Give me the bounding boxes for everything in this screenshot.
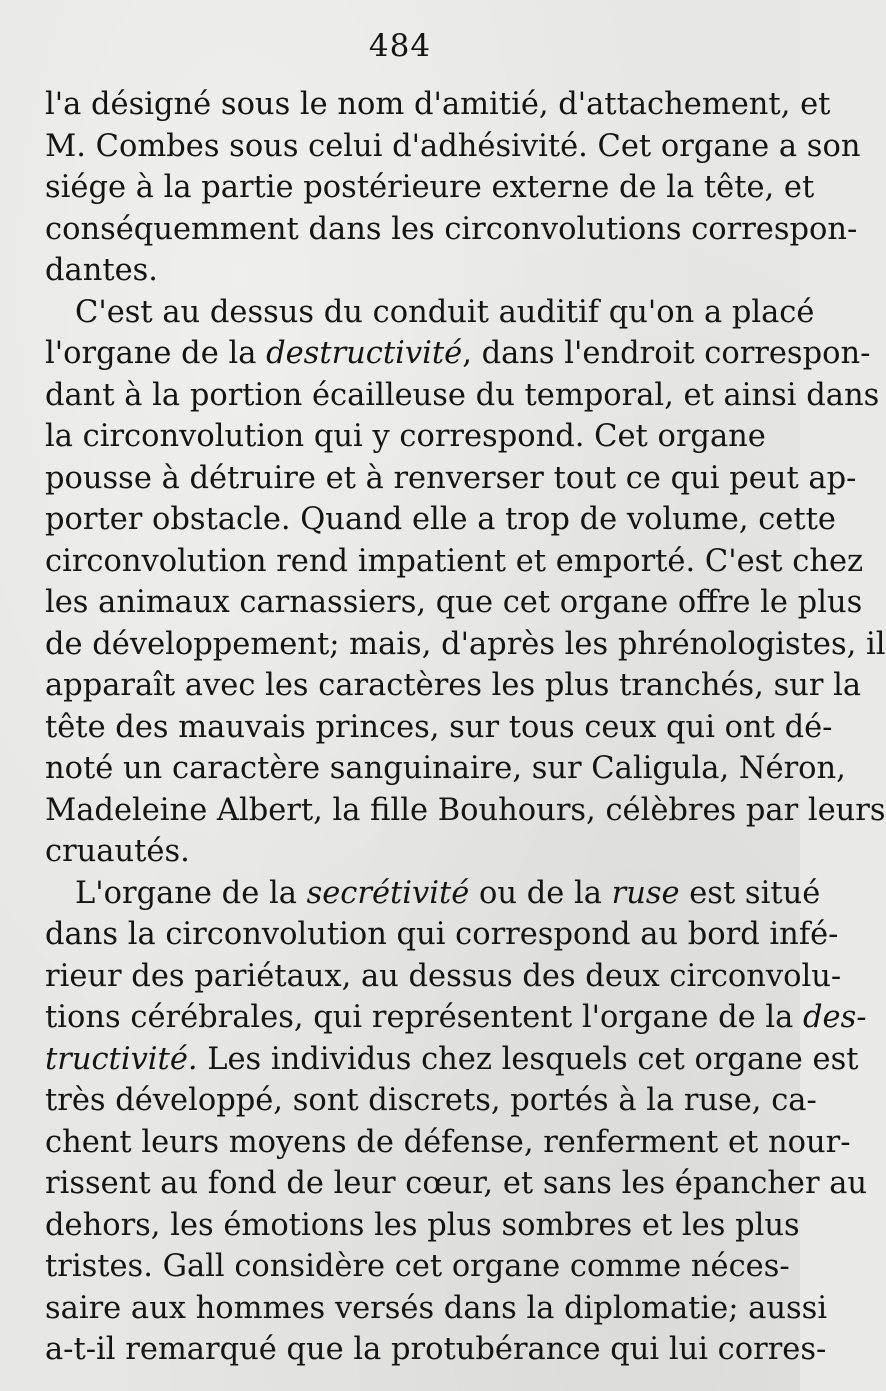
text-line: apparaît avec les caractères les plus tranchés, sur la bbox=[45, 668, 862, 703]
body-text bbox=[45, 84, 886, 1371]
text-line: dant à la portion écailleuse du temporal, et ainsi dans bbox=[45, 377, 880, 413]
text-line: tions cérébrales, qui représentent l'organe de la des- bbox=[45, 1000, 867, 1035]
text-line: porter obstacle. Quand elle a trop de volume, cette bbox=[45, 502, 836, 537]
text-line: cruautés. bbox=[45, 834, 190, 869]
text-line: C'est au dessus du conduit auditif qu'on a placé bbox=[75, 294, 815, 330]
text-line: de développement; mais, d'après les phrénologistes, il bbox=[45, 626, 886, 662]
text-line: dans la circonvolution qui correspond au bord infé- bbox=[45, 917, 839, 952]
paragraph bbox=[45, 84, 861, 292]
text-line: noté un caractère sanguinaire, sur Caligula, Néron, bbox=[45, 751, 846, 786]
text-line: rissent au fond de leur cœur, et sans les épancher au bbox=[45, 1166, 868, 1201]
text-line: l'a désigné sous le nom d'amitié, d'attachement, et bbox=[45, 87, 831, 122]
text-line: chent leurs moyens de défense, renferment et nour- bbox=[45, 1124, 851, 1160]
text-line: siége à la partie postérieure externe de la tête, et bbox=[45, 170, 815, 205]
text-line: conséquemment dans les circonvolutions correspon- bbox=[45, 211, 858, 247]
text-line: saire aux hommes versés dans la diplomatie; aussi bbox=[45, 1290, 828, 1326]
text-line: tristes. Gall considère cet organe comme néces- bbox=[45, 1249, 790, 1284]
page-number: 484 bbox=[368, 28, 432, 64]
text-line: dehors, les émotions les plus sombres et les plus bbox=[45, 1207, 800, 1243]
text-line: très développé, sont discrets, portés à la ruse, ca- bbox=[45, 1083, 817, 1118]
paragraph bbox=[45, 292, 886, 873]
text-line: a-t-il remarqué que la protubérance qui lui corres- bbox=[45, 1332, 827, 1367]
text-line: tête des mauvais princes, sur tous ceux qui ont dé- bbox=[45, 709, 833, 745]
paragraph bbox=[45, 873, 868, 1371]
text-line: les animaux carnassiers, que cet organe offre le plus bbox=[45, 585, 863, 620]
text-line: tructivité. Les individus chez lesquels cet organe est bbox=[45, 1041, 859, 1077]
text-line: Madeleine Albert, la fille Bouhours, célèbres par leurs bbox=[45, 792, 886, 828]
text-line: pousse à détruire et à renverser tout ce qui peut ap- bbox=[45, 460, 857, 496]
text-line: l'organe de la destructivité, dans l'endroit correspon- bbox=[45, 336, 871, 371]
text-line: la circonvolution qui y correspond. Cet organe bbox=[45, 419, 766, 454]
text-line: circonvolution rend impatient et emporté. C'est chez bbox=[45, 543, 864, 579]
text-line: dantes. bbox=[45, 253, 159, 288]
text-line: rieur des pariétaux, au dessus des deux circonvolu- bbox=[45, 958, 842, 994]
text-line: M. Combes sous celui d'adhésivité. Cet organe a son bbox=[45, 128, 861, 164]
text-line: L'organe de la secrétivité ou de la ruse est situé bbox=[75, 875, 821, 911]
